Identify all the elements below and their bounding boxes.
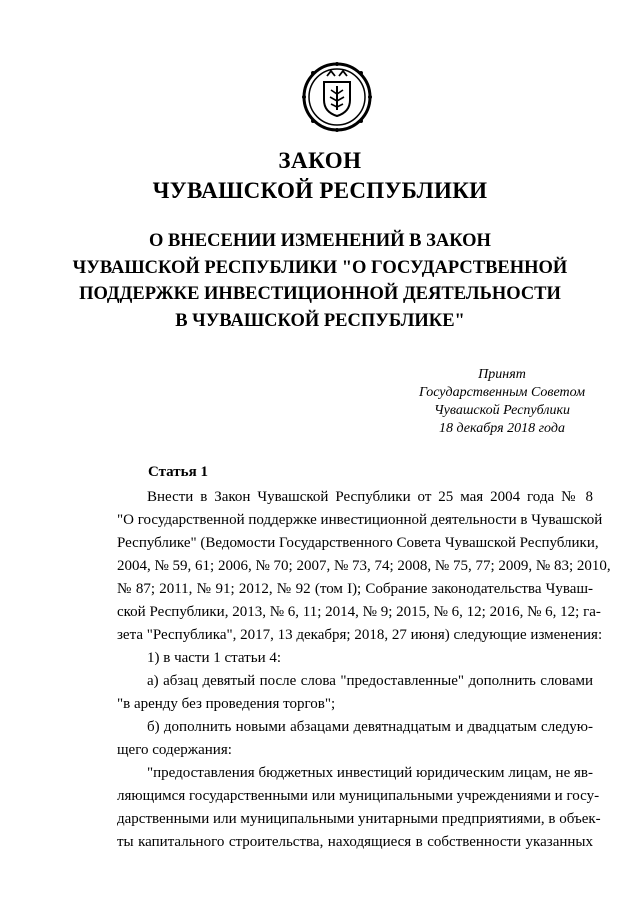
adoption-line: Государственным Советом: [418, 385, 586, 400]
adoption-line: Принят: [478, 367, 526, 382]
text-line: щего содержания:: [117, 742, 232, 758]
text-line: "в аренду без проведения торгов";: [117, 696, 336, 712]
chuvash-republic-emblem-icon: [300, 60, 374, 134]
text-line: зета "Республика", 2017, 13 декабря; 2018, 27 июня) следующие изменения:: [117, 627, 603, 643]
law-title: ЗАКОН: [278, 148, 362, 173]
article-body: [117, 486, 611, 854]
paragraph-item-b: [117, 716, 593, 762]
text-line: "предоставления бюджетных инвестиций юридическим лицам, не яв-: [147, 765, 593, 781]
paragraph-item-a: [117, 670, 593, 716]
text-line: "О государственной поддержке инвестиционной деятельности в Чувашской: [117, 512, 603, 528]
paragraph-item-1: [117, 647, 593, 670]
text-line: а) абзац девятый после слова "предоставленные" дополнить словами: [147, 673, 593, 689]
law-subject: [0, 228, 640, 334]
text-line: б) дополнить новыми абзацами девятнадцатым и двадцатым следую-: [147, 719, 593, 735]
adoption-line: Чувашской Республики: [434, 403, 570, 418]
text-line: ляющимся государственными или муниципальными учреждениями и госу-: [117, 788, 600, 804]
text-line: № 87; 2011, № 91; 2012, № 92 (том I); Собрание законодательства Чуваш-: [117, 581, 593, 597]
text-line: 2004, № 59, 61; 2006, № 70; 2007, № 73, 74; 2008, № 75, 77; 2009, № 83; 2010,: [117, 558, 611, 574]
text-line: 1) в части 1 статьи 4:: [147, 650, 282, 666]
article-heading: Статья 1: [148, 464, 208, 480]
text-line: дарственными или муниципальными унитарными предприятиями, в объек-: [117, 811, 601, 827]
adoption-date: 18 декабря 2018 года: [439, 421, 565, 436]
text-line: Республике" (Ведомости Государственного Совета Чувашской Республики,: [117, 535, 599, 551]
subject-line: ПОДДЕРЖКЕ ИНВЕСТИЦИОННОЙ ДЕЯТЕЛЬНОСТИ: [79, 284, 561, 304]
text-line: ской Республики, 2013, № 6, 11; 2014, № 9; 2015, № 6, 12; 2016, № 6, 12; га-: [117, 604, 601, 620]
republic-title: ЧУВАШСКОЙ РЕСПУБЛИКИ: [152, 178, 488, 203]
text-line: ты капитального строительства, находящиеся в собственности указанных: [117, 834, 593, 850]
paragraph-amendment-intro: [117, 486, 611, 647]
paragraph-quoted-text: [117, 762, 601, 854]
subject-line: О ВНЕСЕНИИ ИЗМЕНЕНИЙ В ЗАКОН: [149, 231, 491, 251]
text-line: Внести в Закон Чувашской Республики от 25 мая 2004 года № 8: [147, 489, 593, 505]
subject-line: В ЧУВАШСКОЙ РЕСПУБЛИКЕ": [175, 310, 465, 331]
adoption-note: [402, 366, 602, 438]
subject-line: ЧУВАШСКОЙ РЕСПУБЛИКИ "О ГОСУДАРСТВЕННОЙ: [72, 257, 568, 278]
